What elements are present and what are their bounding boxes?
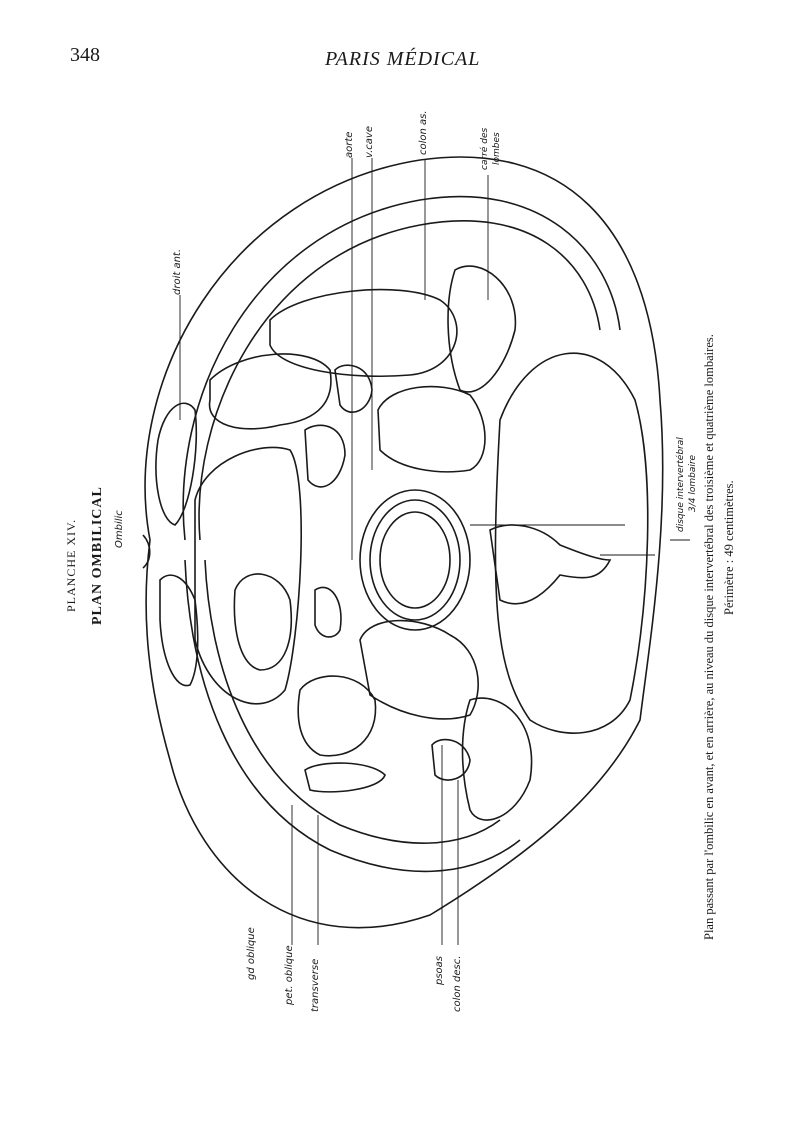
quadratus-lower [463, 698, 532, 820]
rectus-upper [156, 403, 196, 525]
psoas-right [378, 387, 485, 472]
label-v-cave: v.cave [364, 126, 375, 158]
quadratus [448, 266, 515, 392]
bowel-loop [298, 676, 375, 756]
page-number: 348 [70, 44, 100, 66]
bowel-loop [210, 354, 331, 429]
label-disque-niveau: 3/4 lombaire [688, 454, 698, 512]
label-colon-as: colon as. [418, 110, 429, 155]
back-muscles [495, 353, 647, 733]
label-transverse: transverse [310, 958, 321, 1012]
label-gd-oblique: gd oblique [246, 927, 257, 980]
running-title: PARIS MÉDICAL [325, 48, 481, 70]
bowel-loop [305, 763, 385, 792]
label-lombes: lombes [492, 132, 502, 165]
plate-number: PLANCHE XIV. [64, 518, 78, 612]
label-ombilic: Ombilic [114, 510, 125, 548]
plate-title: PLAN OMBILICAL [90, 486, 105, 625]
label-pet-oblique: pet. oblique [284, 945, 295, 1005]
vertebral-body [360, 490, 470, 630]
spinous-process [490, 525, 610, 604]
caption-perimeter: Périmètre : 49 centimètres. [722, 480, 736, 615]
bowel-loop [270, 290, 457, 377]
wall-layer [205, 560, 500, 843]
label-aorte: aorte [344, 131, 355, 158]
body-outline [145, 157, 663, 928]
label-psoas: psoas [434, 955, 445, 985]
label-disque: disque intervertébral [676, 437, 686, 532]
bowel-loop [305, 425, 345, 487]
label-colon-desc: colon desc. [452, 955, 463, 1012]
bowel-loop [315, 587, 341, 637]
bowel-loop [234, 574, 291, 670]
label-droit-ant: droit ant. [172, 248, 183, 295]
bowel-loop [335, 365, 372, 412]
caption-main: Plan passant par l'ombilic en avant, et en arrière, au niveau du disque intervertébral des troisième et quatrième lombaires. [702, 334, 716, 940]
label-carre-des: carré des [480, 127, 490, 170]
psoas-left [360, 621, 478, 719]
